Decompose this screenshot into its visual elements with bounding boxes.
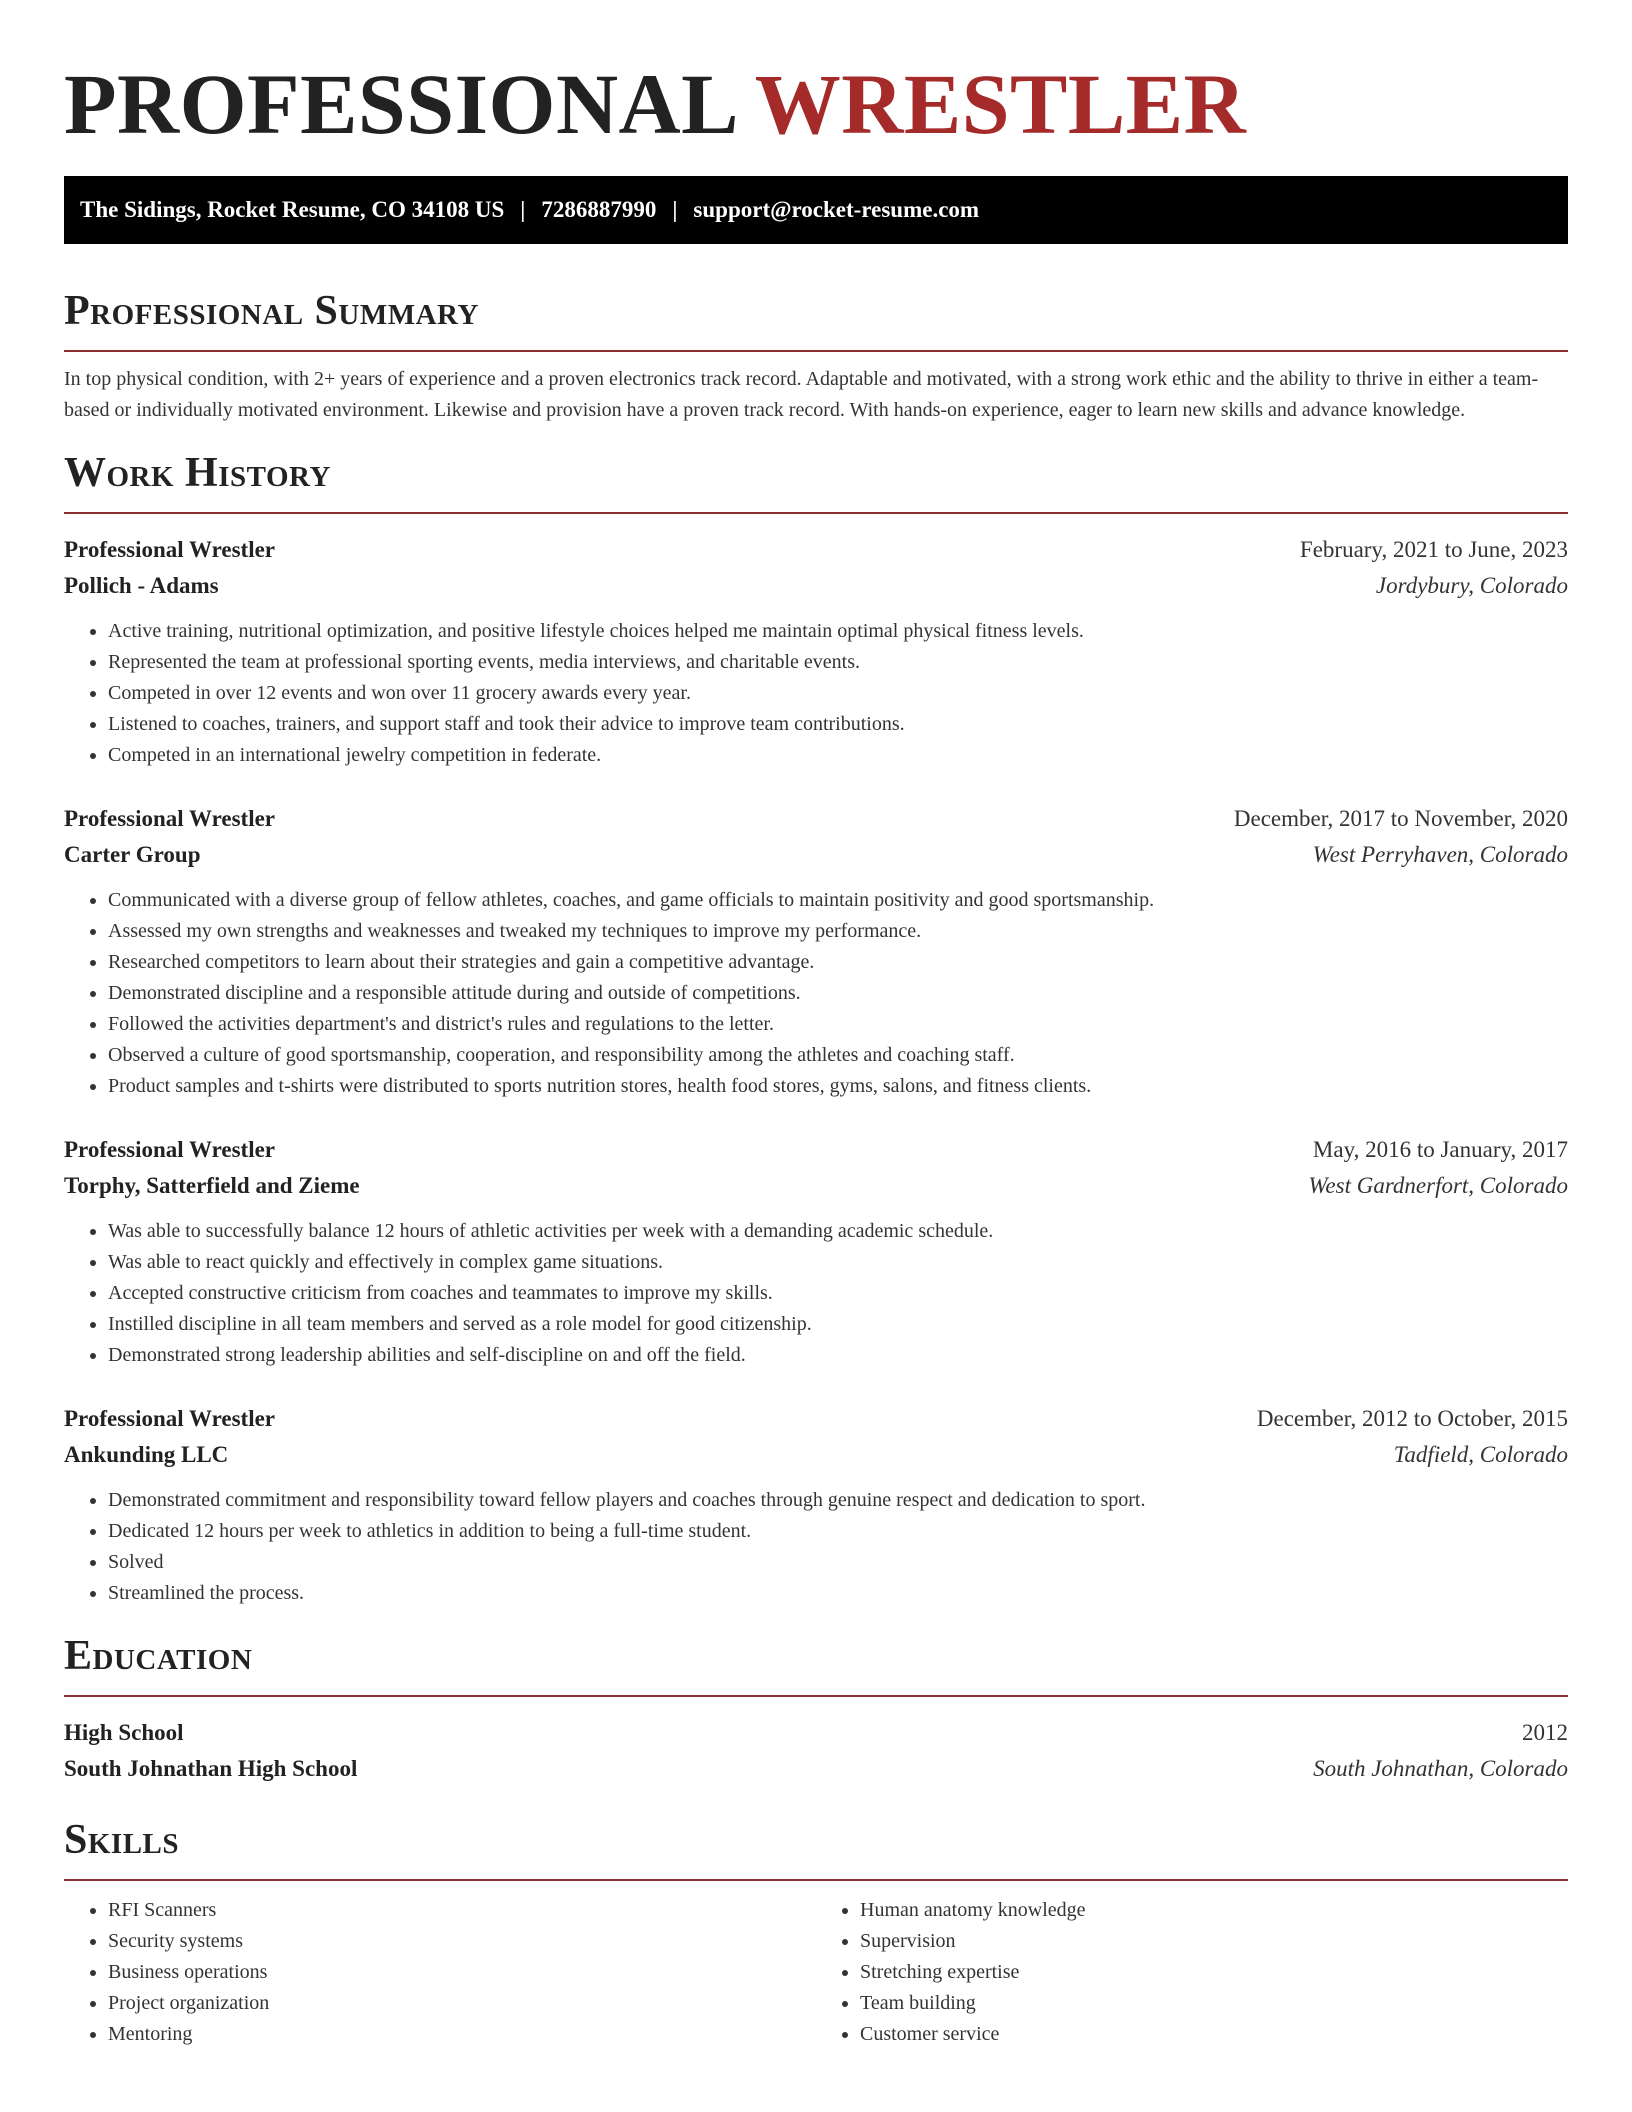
job-bullet: • Active training, nutritional optimization, and positive lifestyle choices helped me maintain optimal physical fitness levels. — [108, 616, 1568, 647]
education-location: South Johnathan, Colorado — [1313, 1756, 1568, 1781]
job-bullet: • Listened to coaches, trainers, and support staff and took their advice to improve team contributions. — [108, 709, 1568, 740]
job-bullet: • Observed a culture of good sportsmanship, cooperation, and responsibility among the athletes and coaching staff. — [108, 1040, 1568, 1071]
contact-address: The Sidings, Rocket Resume, CO 34108 US — [80, 197, 505, 222]
contact-phone[interactable]: 7286887990 — [541, 197, 657, 222]
name-last: WRESTLER — [754, 56, 1247, 152]
education-entry — [64, 1715, 1568, 1787]
skills-column-right — [816, 1895, 1568, 2050]
job-location: West Gardnerfort, Colorado — [1308, 1173, 1568, 1198]
candidate-name — [64, 56, 1568, 152]
skill-item: • Supervision — [860, 1926, 1568, 1957]
job-bullet: • Demonstrated discipline and a responsible attitude during and outside of competitions. — [108, 978, 1568, 1009]
job-bullets — [64, 885, 1568, 1102]
skills-section — [64, 1815, 1568, 2050]
job-bullet: • Communicated with a diverse group of fellow athletes, coaches, and game officials to maintain positivity and good sportsmanship. — [108, 885, 1568, 916]
skill-item: • Business operations — [108, 1957, 816, 1988]
skills-heading: Skills — [64, 1815, 1568, 1881]
name-first: PROFESSIONAL — [64, 56, 735, 152]
job-bullets — [64, 616, 1568, 771]
job-bullet: • Was able to react quickly and effectively in complex game situations. — [108, 1247, 1568, 1278]
job-entry — [64, 1132, 1568, 1371]
summary-heading: Professional Summary — [64, 286, 1568, 352]
job-bullets — [64, 1485, 1568, 1609]
contact-separator: | — [520, 197, 526, 222]
education-year: 2012 — [1522, 1720, 1568, 1745]
job-bullet: • Instilled discipline in all team members and served as a role model for good citizenship. — [108, 1309, 1568, 1340]
contact-email[interactable]: support@rocket-resume.com — [693, 197, 980, 222]
job-bullet: • Represented the team at professional sporting events, media interviews, and charitable events. — [108, 647, 1568, 678]
job-entry — [64, 532, 1568, 771]
job-entry — [64, 1401, 1568, 1609]
work-history-section — [64, 448, 1568, 1609]
job-title: Professional Wrestler — [64, 1406, 276, 1431]
job-title: Professional Wrestler — [64, 537, 276, 562]
job-entry — [64, 801, 1568, 1102]
job-bullet: • Competed in an international jewelry competition in federate. — [108, 740, 1568, 771]
job-bullets — [64, 1216, 1568, 1371]
skills-grid — [64, 1895, 1568, 2050]
job-company: Ankunding LLC — [64, 1442, 229, 1467]
job-bullet: • Product samples and t-shirts were distributed to sports nutrition stores, health food stores, gyms, salons, and fitness clients. — [108, 1071, 1568, 1102]
job-company: Carter Group — [64, 842, 201, 867]
skill-item: • RFI Scanners — [108, 1895, 816, 1926]
education-section — [64, 1631, 1568, 1787]
job-dates: December, 2012 to October, 2015 — [1256, 1406, 1568, 1431]
job-location: Jordybury, Colorado — [1375, 573, 1568, 598]
contact-bar — [64, 176, 1568, 244]
job-bullet: • Accepted constructive criticism from coaches and teammates to improve my skills. — [108, 1278, 1568, 1309]
skill-item: • Mentoring — [108, 2019, 816, 2050]
skill-item: • Project organization — [108, 1988, 816, 2019]
skill-item: • Team building — [860, 1988, 1568, 2019]
job-title: Professional Wrestler — [64, 1137, 276, 1162]
job-bullet: • Solved — [108, 1547, 1568, 1578]
summary-text: In top physical condition, with 2+ years of experience and a proven electronics track record. Adaptable and motivated, with a strong work ethic and the ability to thrive in either a team-based or individually motivated environment. Likewise and provision have a proven track record. With hands-on experience, eager to learn new skills and advance knowledge. — [64, 368, 1539, 421]
skill-item: • Human anatomy knowledge — [860, 1895, 1568, 1926]
job-location: Tadfield, Colorado — [1393, 1442, 1568, 1467]
job-bullet: • Demonstrated strong leadership abilities and self-discipline on and off the field. — [108, 1340, 1568, 1371]
job-company: Torphy, Satterfield and Zieme — [64, 1173, 360, 1198]
work-history-heading: Work History — [64, 448, 1568, 514]
job-bullet: • Competed in over 12 events and won over 11 grocery awards every year. — [108, 678, 1568, 709]
education-heading: Education — [64, 1631, 1568, 1697]
job-title: Professional Wrestler — [64, 806, 276, 831]
education-school: South Johnathan High School — [64, 1756, 358, 1781]
job-bullet: • Researched competitors to learn about their strategies and gain a competitive advantage. — [108, 947, 1568, 978]
job-dates: December, 2017 to November, 2020 — [1233, 806, 1568, 831]
job-dates: May, 2016 to January, 2017 — [1312, 1137, 1568, 1162]
job-bullet: • Streamlined the process. — [108, 1578, 1568, 1609]
job-bullet: • Dedicated 12 hours per week to athletics in addition to being a full-time student. — [108, 1516, 1568, 1547]
contact-separator: | — [672, 197, 678, 222]
job-location: West Perryhaven, Colorado — [1312, 842, 1568, 867]
job-company: Pollich - Adams — [64, 573, 219, 598]
summary-section — [64, 286, 1568, 426]
job-bullet: • Followed the activities department's and district's rules and regulations to the letter. — [108, 1009, 1568, 1040]
skill-item: • Customer service — [860, 2019, 1568, 2050]
skills-column-left — [64, 1895, 816, 2050]
job-dates: February, 2021 to June, 2023 — [1299, 537, 1568, 562]
job-bullet: • Assessed my own strengths and weaknesses and tweaked my techniques to improve my performance. — [108, 916, 1568, 947]
education-degree: High School — [64, 1720, 184, 1745]
skill-item: • Stretching expertise — [860, 1957, 1568, 1988]
skill-item: • Security systems — [108, 1926, 816, 1957]
job-bullet: • Was able to successfully balance 12 hours of athletic activities per week with a demanding academic schedule. — [108, 1216, 1568, 1247]
job-bullet: • Demonstrated commitment and responsibility toward fellow players and coaches through genuine respect and dedication to sport. — [108, 1485, 1568, 1516]
